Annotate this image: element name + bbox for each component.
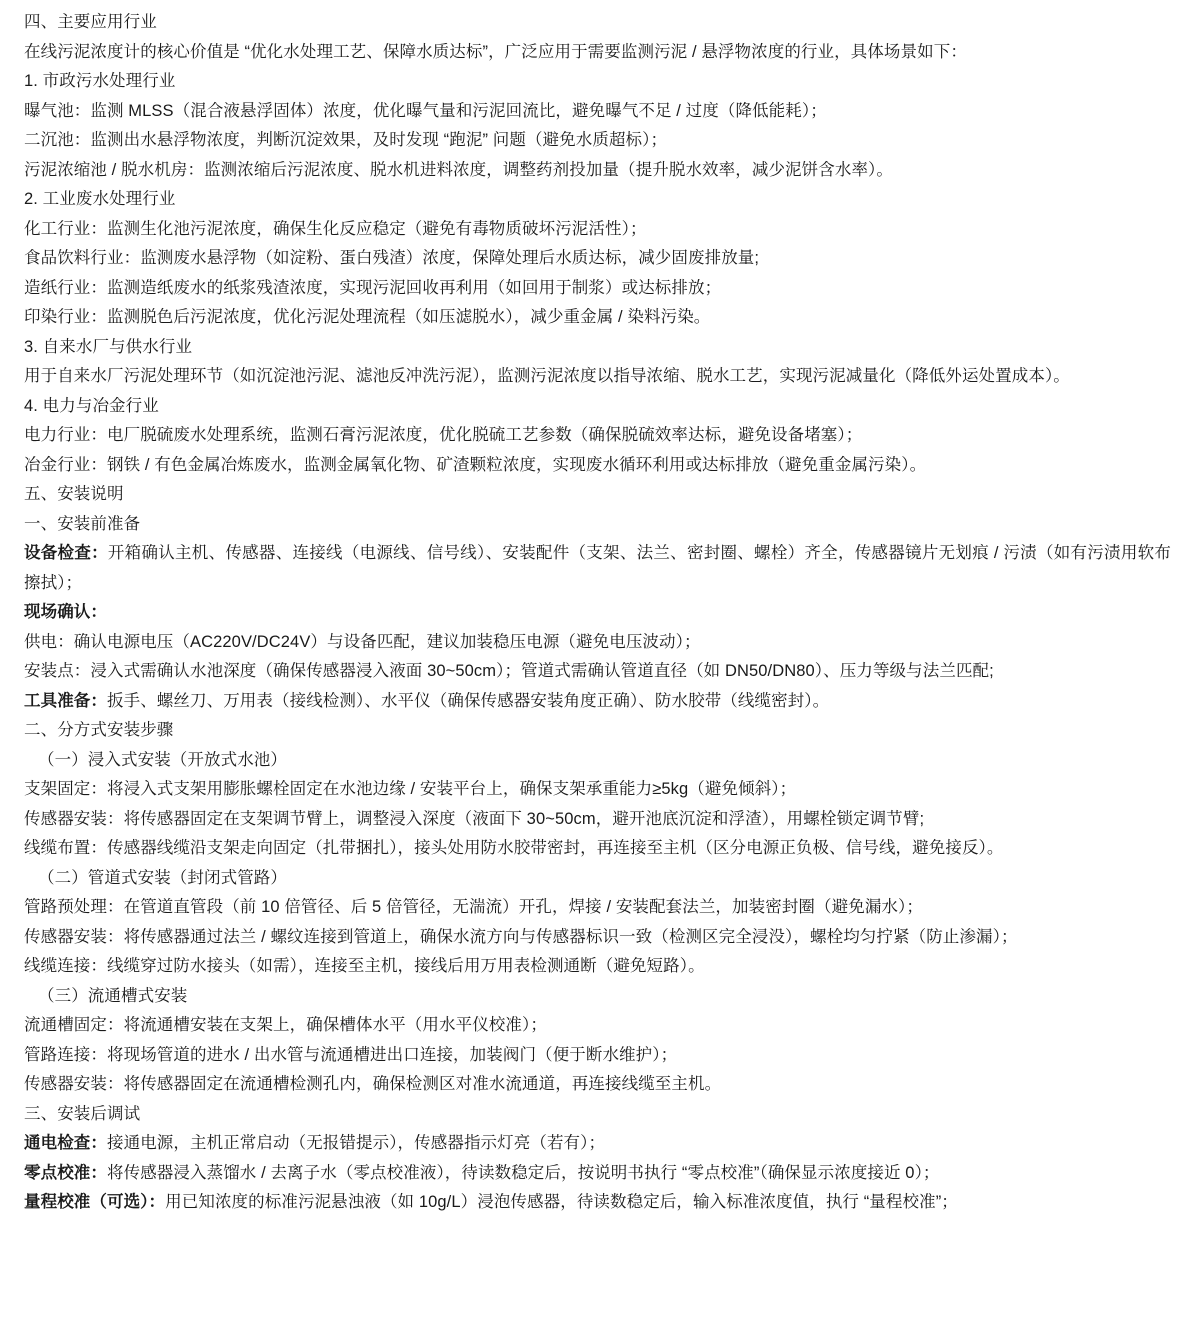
line-text: 曝气池：监测 MLSS（混合液悬浮固体）浓度，优化曝气量和污泥回流比，避免曝气不足 / 过度（降低能耗）； (24, 101, 827, 120)
document-line (24, 451, 1171, 481)
line-text: 传感器安装：将传感器固定在支架调节臂上，调整浸入深度（液面下 30~50cm，避开池底沉淀和浮渣），用螺栓锁定调节臂; (24, 809, 925, 828)
document-line (24, 687, 1171, 717)
line-text: 在线污泥浓度计的核心价值是 “优化水处理工艺、保障水质达标”，广泛应用于需要监测污泥 / 悬浮物浓度的行业，具体场景如下： (24, 42, 967, 61)
document-line (24, 893, 1171, 923)
document-line (24, 480, 1171, 510)
line-text: 管路预处理：在管道直管段（前 10 倍管径、后 5 倍管径，无湍流）开孔，焊接 / 安装配套法兰，加装密封圈（避免漏水）； (24, 898, 923, 916)
document-line (24, 510, 1171, 540)
line-text: 线缆连接：线缆穿过防水接头（如需），连接至主机，接线后用万用表检测通断（避免短路）。 (24, 957, 705, 975)
line-text: 用已知浓度的标准污泥悬浊液（如 10g/L）浸泡传感器，待读数稳定后，输入标准浓度值，执行 “量程校准”； (165, 1193, 958, 1211)
document-line (24, 38, 1171, 68)
document-line (24, 923, 1171, 953)
line-text: 接通电源，主机正常启动（无报错提示），传感器指示灯亮（若有）； (107, 1134, 606, 1152)
document-line (24, 126, 1171, 156)
line-text: 管路连接：将现场管道的进水 / 出水管与流通槽进出口连接，加装阀门（便于断水维护）； (24, 1045, 678, 1064)
line-text: 支架固定：将浸入式支架用膨胀螺栓固定在水池边缘 / 安装平台上，确保支架承重能力≥5kg（避免倾斜）； (24, 780, 797, 798)
line-text: 扳手、螺丝刀、万用表（接线检测）、水平仪（确保传感器安装角度正确）、防水胶带（线缆密封）。 (107, 691, 830, 710)
line-text: 五、安装说明 (24, 485, 124, 503)
line-text: 二、分方式安装步骤 (24, 721, 174, 739)
document-line (24, 628, 1171, 658)
line-text: （三）流通槽式安装 (38, 986, 188, 1005)
line-text: 电力行业：电厂脱硫废水处理系统，监测石膏污泥浓度，优化脱硫工艺参数（确保脱硫效率达标，避免设备堵塞）； (24, 426, 863, 444)
line-bold-prefix: 零点校准： (24, 1163, 107, 1182)
document-line (24, 303, 1171, 333)
document-line (24, 244, 1171, 274)
document-line (24, 1188, 1171, 1218)
document-line (24, 716, 1171, 746)
line-text: 传感器安装：将传感器通过法兰 / 螺纹连接到管道上，确保水流方向与传感器标识一致（检测区完全浸没），螺栓均匀拧紧（防止渗漏）； (24, 927, 1018, 946)
line-text: 1. 市政污水处理行业 (24, 72, 176, 90)
line-text: 传感器安装：将传感器固定在流通槽检测孔内，确保检测区对准水流通道，再连接线缆至主机。 (24, 1075, 722, 1093)
line-text: 2. 工业废水处理行业 (24, 190, 176, 208)
document-line (24, 1070, 1171, 1100)
line-text: 开箱确认主机、传感器、连接线（电源线、信号线）、安装配件（支架、法兰、密封圈、螺栓）齐全，传感器镜片无划痕 / 污渍（如有污渍用软布擦拭）； (24, 544, 1172, 592)
document-line (24, 97, 1171, 127)
line-bold-prefix: 现场确认： (24, 603, 107, 621)
line-text: 三、安装后调试 (24, 1104, 141, 1123)
line-text: 污泥浓缩池 / 脱水机房：监测浓缩后污泥浓度、脱水机进料浓度，调整药剂投加量（提升脱水效率，减少泥饼含水率）。 (24, 160, 894, 179)
line-text: 造纸行业：监测造纸废水的纸浆残渣浓度，实现污泥回收再利用（如回用于制浆）或达标排放； (24, 278, 722, 297)
document-line (24, 67, 1171, 97)
line-text: 安装点：浸入式需确认水池深度（确保传感器浸入液面 30~50cm）；管道式需确认管道直径（如 DN50/DN80）、压力等级与法兰匹配; (24, 662, 994, 680)
document-line (24, 1100, 1171, 1130)
line-text: 3. 自来水厂与供水行业 (24, 337, 193, 356)
line-text: 化工行业：监测生化池污泥浓度，确保生化反应稳定（避免有毒物质破坏污泥活性）； (24, 219, 647, 238)
document-body (24, 8, 1171, 1218)
document-line (24, 982, 1171, 1012)
document-line (24, 421, 1171, 451)
line-text: 一、安装前准备 (24, 514, 141, 533)
line-text: 4. 电力与冶金行业 (24, 396, 159, 415)
document-line (24, 185, 1171, 215)
line-text: 四、主要应用行业 (24, 13, 157, 31)
document-line (24, 1159, 1171, 1189)
line-text: 二沉池：监测出水悬浮物浓度，判断沉淀效果，及时发现 “跑泥” 问题（避免水质超标）； (24, 131, 668, 149)
line-bold-prefix: 工具准备： (24, 691, 107, 710)
document-line (24, 392, 1171, 422)
line-text: 将传感器浸入蒸馏水 / 去离子水（零点校准液），待读数稳定后，按说明书执行 “零点校准”（确保显示浓度接近 0）； (107, 1163, 940, 1182)
document-line (24, 333, 1171, 363)
line-bold-prefix: 量程校准（可选）： (24, 1193, 166, 1211)
line-text: 线缆布置：传感器线缆沿支架走向固定（扎带捆扎），接头处用防水胶带密封，再连接至主机（区分电源正负极、信号线，避免接反）。 (24, 839, 1004, 857)
document-line (24, 1129, 1171, 1159)
document-line (24, 775, 1171, 805)
line-text: 食品饮料行业：监测废水悬浮物（如淀粉、蛋白残渣）浓度，保障处理后水质达标，减少固废排放量; (24, 249, 760, 267)
line-text: 用于自来水厂污泥处理环节（如沉淀池污泥、滤池反冲洗污泥），监测污泥浓度以指导浓缩、脱水工艺，实现污泥减量化（降低外运处置成本）。 (24, 367, 1070, 385)
line-bold-prefix: 通电检查： (24, 1134, 107, 1152)
document-line (24, 539, 1171, 598)
document-line (24, 834, 1171, 864)
document-line (24, 1011, 1171, 1041)
document-line (24, 746, 1171, 776)
document-line (24, 274, 1171, 304)
document-line (24, 864, 1171, 894)
line-text: （二）管道式安装（封闭式管路） (38, 868, 287, 887)
document-line (24, 952, 1171, 982)
document-line (24, 598, 1171, 628)
line-text: 印染行业：监测脱色后污泥浓度，优化污泥处理流程（如压滤脱水），减少重金属 / 染料污染。 (24, 308, 711, 326)
line-text: 流通槽固定：将流通槽安装在支架上，确保槽体水平（用水平仪校准）； (24, 1016, 547, 1034)
document-line (24, 657, 1171, 687)
line-text: 冶金行业：钢铁 / 有色金属冶炼废水，监测金属氧化物、矿渣颗粒浓度，实现废水循环利用或达标排放（避免重金属污染）。 (24, 455, 927, 474)
document-line (24, 805, 1171, 835)
document-line (24, 156, 1171, 186)
document-line (24, 215, 1171, 245)
line-text: 供电：确认电源电压（AC220V/DC24V）与设备匹配，建议加装稳压电源（避免电压波动）； (24, 632, 701, 651)
document-line (24, 8, 1171, 38)
document-line (24, 1041, 1171, 1071)
line-bold-prefix: 设备检查： (24, 544, 108, 562)
document-line (24, 362, 1171, 392)
line-text: （一）浸入式安装（开放式水池） (38, 750, 287, 769)
